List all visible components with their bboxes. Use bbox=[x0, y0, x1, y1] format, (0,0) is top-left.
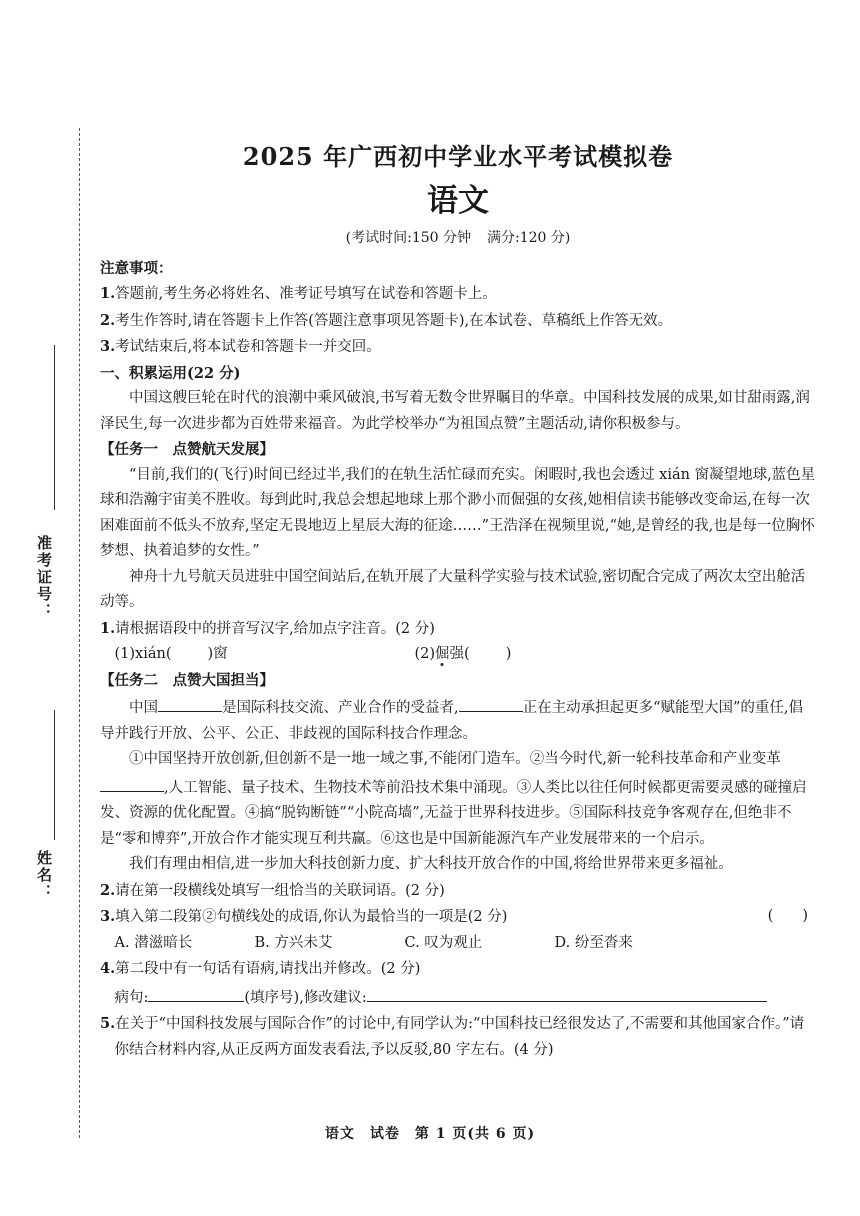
exam-id-label: 准考证号： bbox=[35, 535, 53, 620]
name-label: 姓名： bbox=[35, 850, 53, 901]
q3-option-d[interactable]: D. 纷至沓来 bbox=[554, 934, 633, 951]
q1-answer-a[interactable]: (1)xián( )窗 bbox=[114, 646, 228, 662]
question-3: 3.填入第二段第②句横线处的成语,你认为最恰当的一项是(2 分) ( ) bbox=[100, 904, 816, 931]
note-item: 1.答题前,考生务必将姓名、准考证号填写在试卷和答题卡上。 bbox=[100, 285, 497, 302]
exam-paper bbox=[100, 130, 816, 1063]
question-4-answer: 病句: (填序号),修改建议: bbox=[100, 983, 816, 1012]
task2-passage-2: ①中国坚持开放创新,但创新不是一地一域之事,不能闭门造车。②当今时代,新一轮科技革命和产业变革,人工智能、量子技术、生物技术等前沿技术集中涌现。③人类比以往任何时候都更需要灵感的碰撞启发、资源的优化配置。④搞“脱钩断链”“小院高墙”,无益于世界科技进步。⑤国际科技竞争客观存在,但绝非不是“零和博弈”,开放合作才能实现互利共赢。⑥这也是中国新能源汽车产业发展带来的一个启示。 bbox=[100, 751, 807, 847]
exam-score: 满分:120 分) bbox=[487, 230, 571, 246]
exam-info bbox=[100, 226, 816, 252]
notes-heading: 注意事项： bbox=[100, 259, 173, 277]
question-4: 4.第二段中有一句话有语病,请找出并修改。(2 分) bbox=[100, 960, 421, 977]
question-1-answers bbox=[100, 642, 816, 668]
task1-heading: 【任务一 点赞航天发展】 bbox=[100, 441, 274, 458]
question-3-options bbox=[100, 931, 816, 957]
binding-dashed-line bbox=[79, 128, 80, 1138]
conjunction-blank-2[interactable] bbox=[459, 693, 523, 712]
task1-passage-2: 神舟十九号航天员进驻中国空间站后,在轨开展了大量科学实验与技术试验,密切配合完成了两次太空出舱活动等。 bbox=[100, 568, 806, 610]
sick-sentence-number-blank[interactable] bbox=[148, 983, 244, 1002]
q3-answer-bracket[interactable]: ( ) bbox=[767, 908, 808, 924]
revision-suggestion-blank[interactable] bbox=[367, 983, 767, 1002]
q3-option-c[interactable]: C. 叹为观止 bbox=[404, 934, 483, 951]
q1-answer-b[interactable]: (2)倔强( ) bbox=[414, 646, 512, 662]
question-1: 1.请根据语段中的拼音写汉字,给加点字注音。(2 分) bbox=[100, 619, 435, 637]
exam-title: 2025 年广西初中学业水平考试模拟卷 bbox=[242, 142, 674, 171]
exam-time: (考试时间:150 分钟 bbox=[345, 230, 471, 246]
question-2: 2.请在第一段横线处填写一组恰当的关联词语。(2 分) bbox=[100, 881, 445, 899]
task2-passage-1: 中国 是国际科技交流、产业合作的受益者, 正在主动承担起更多“赋能型大国”的重任,倡导并践行开放、公平、公正、非歧视的国际科技合作理念。 bbox=[100, 693, 816, 747]
conjunction-blank-1[interactable] bbox=[158, 693, 222, 712]
section1-heading: 一、积累运用(22 分) bbox=[100, 364, 241, 382]
page-footer: 语文 试卷 第 1 页(共 6 页) bbox=[324, 1126, 536, 1142]
section1-intro: 中国这艘巨轮在时代的浪潮中乘风破浪,书写着无数令世界瞩目的华章。中国科技发展的成果,如甘甜雨露,润泽民生,每一次进步都为百姓带来福音。为此学校举办“为祖国点赞”主题活动,请你积极参与。 bbox=[100, 390, 810, 432]
q3-option-b[interactable]: B. 方兴未艾 bbox=[254, 934, 333, 951]
question-5: 5.在关于“中国科技发展与国际合作”的讨论中,有同学认为:“中国科技已经很发达了,不需要和其他国家合作。”请你结合材料内容,从正反两方面发表看法,予以反驳,80 字左右。(4 分) bbox=[100, 1015, 805, 1058]
task2-passage-3: 我们有理由相信,进一步加大科技创新力度、扩大科技开放合作的中国,将给世界带来更多福祉。 bbox=[129, 856, 733, 872]
subject-title: 语文 bbox=[427, 183, 489, 219]
q3-option-a[interactable]: A. 潜滋暗长 bbox=[114, 934, 193, 951]
task2-heading: 【任务二 点赞大国担当】 bbox=[100, 671, 274, 689]
name-fill-line[interactable] bbox=[54, 710, 55, 840]
note-item: 3.考试结束后,将本试卷和答题卡一并交回。 bbox=[100, 338, 381, 355]
idiom-blank[interactable] bbox=[100, 773, 164, 792]
task1-passage-1: “目前,我们的(飞行)时间已经过半,我们的在轨生活忙碌而充实。闲暇时,我也会透过 xián 窗凝望地球,蓝色星球和浩瀚宇宙美不胜收。每到此时,我总会想起地球上那个渺小而倔强的女孩,她相信读书能够改变命运,在每一次困难面前不低头不放弃,坚定无畏地迈上星辰大海的征途……”王浩泽在视频里说,“她,是曾经的我,也是每一位胸怀梦想、执着追梦的女性。” bbox=[100, 466, 816, 559]
note-item: 2.考生作答时,请在答题卡上作答(答题注意事项见答题卡),在本试卷、草稿纸上作答无效。 bbox=[100, 311, 673, 329]
exam-id-fill-line[interactable] bbox=[54, 345, 55, 510]
